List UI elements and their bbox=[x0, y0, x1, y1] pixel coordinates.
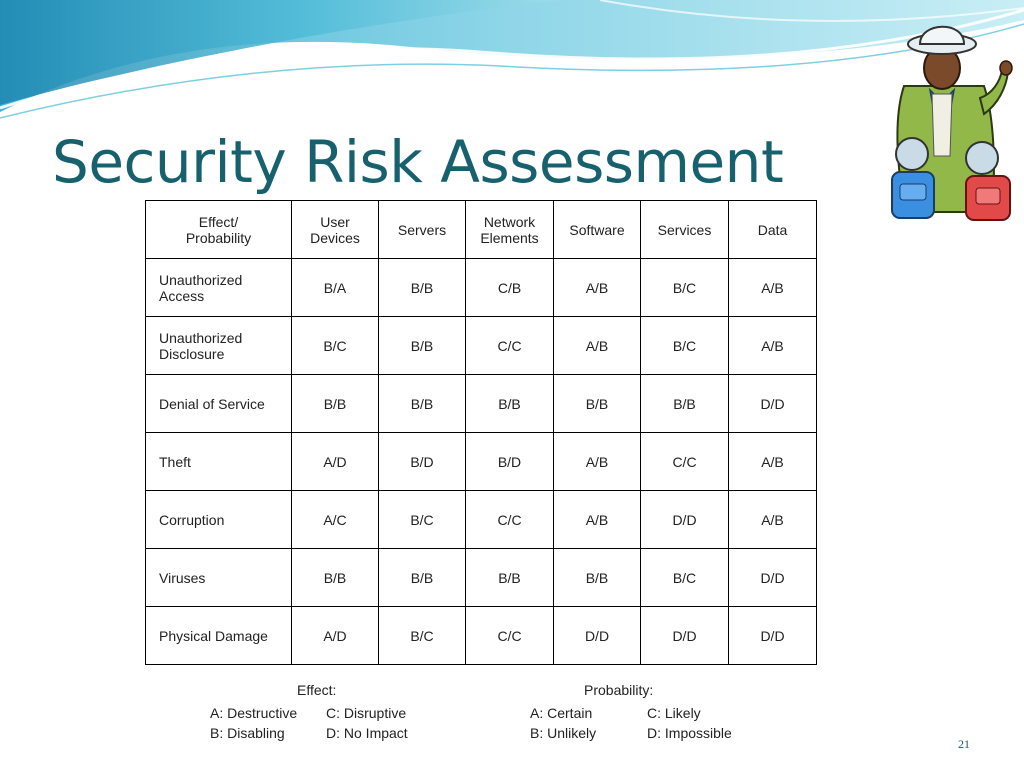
row-label: Denial of Service bbox=[146, 375, 292, 433]
header-cell-user-devices: User Devices bbox=[292, 201, 379, 259]
table-cell: A/D bbox=[292, 433, 379, 491]
table-cell: D/D bbox=[641, 607, 729, 665]
header-cell-network-elements: Network Elements bbox=[466, 201, 554, 259]
row-label: Unauthorized Access bbox=[146, 259, 292, 317]
header-cell-software: Software bbox=[554, 201, 641, 259]
table-cell: A/B bbox=[554, 259, 641, 317]
table-cell: B/B bbox=[554, 549, 641, 607]
table-cell: C/C bbox=[641, 433, 729, 491]
table-row bbox=[146, 433, 817, 491]
table-cell: B/D bbox=[379, 433, 466, 491]
table-cell: B/B bbox=[379, 317, 466, 375]
table-cell: B/B bbox=[379, 375, 466, 433]
table-row bbox=[146, 317, 817, 375]
table-header-row bbox=[146, 201, 817, 259]
table-cell: B/B bbox=[292, 375, 379, 433]
row-label: Unauthorized Disclosure bbox=[146, 317, 292, 375]
legend bbox=[145, 678, 820, 744]
table-cell: D/D bbox=[729, 375, 817, 433]
table-cell: D/D bbox=[729, 549, 817, 607]
table-cell: C/C bbox=[466, 607, 554, 665]
table-cell: A/B bbox=[729, 259, 817, 317]
header-wave-decoration bbox=[0, 0, 1024, 130]
table-row bbox=[146, 491, 817, 549]
header-cell-effect-probability: Effect/ Probability bbox=[146, 201, 292, 259]
probability-legend-item: C: Likely bbox=[647, 705, 701, 721]
risk-assessment-panel bbox=[145, 200, 820, 744]
table-cell: A/B bbox=[554, 433, 641, 491]
table-cell: B/C bbox=[641, 259, 729, 317]
table-cell: D/D bbox=[729, 607, 817, 665]
table-row bbox=[146, 607, 817, 665]
row-label: Corruption bbox=[146, 491, 292, 549]
table-cell: B/C bbox=[292, 317, 379, 375]
row-label: Physical Damage bbox=[146, 607, 292, 665]
table-cell: B/B bbox=[466, 549, 554, 607]
table-cell: B/C bbox=[641, 549, 729, 607]
page-number: 21 bbox=[958, 737, 970, 751]
table-cell: B/C bbox=[641, 317, 729, 375]
table-cell: B/B bbox=[641, 375, 729, 433]
header-cell-servers: Servers bbox=[379, 201, 466, 259]
effect-legend-item: D: No Impact bbox=[326, 725, 408, 741]
table-cell: A/B bbox=[729, 491, 817, 549]
table-cell: B/D bbox=[466, 433, 554, 491]
table-cell: B/C bbox=[379, 607, 466, 665]
slide-title: Security Risk Assessment bbox=[52, 128, 784, 196]
risk-assessment-table bbox=[145, 200, 817, 665]
table-cell: A/C bbox=[292, 491, 379, 549]
table-cell: D/D bbox=[554, 607, 641, 665]
table-cell: C/B bbox=[466, 259, 554, 317]
table-cell: B/B bbox=[292, 549, 379, 607]
table-cell: B/B bbox=[379, 549, 466, 607]
table-cell: A/B bbox=[554, 491, 641, 549]
row-label: Theft bbox=[146, 433, 292, 491]
tour-guide-clipart-icon bbox=[884, 16, 1020, 224]
table-cell: A/B bbox=[554, 317, 641, 375]
table-cell: B/B bbox=[379, 259, 466, 317]
table-cell: D/D bbox=[641, 491, 729, 549]
header-cell-data: Data bbox=[729, 201, 817, 259]
effect-legend-item: B: Disabling bbox=[210, 725, 285, 741]
table-cell: A/B bbox=[729, 433, 817, 491]
table-cell: A/B bbox=[729, 317, 817, 375]
row-label: Viruses bbox=[146, 549, 292, 607]
table-cell: C/C bbox=[466, 491, 554, 549]
table-cell: A/D bbox=[292, 607, 379, 665]
table-row bbox=[146, 375, 817, 433]
table-cell: B/B bbox=[466, 375, 554, 433]
table-cell: B/C bbox=[379, 491, 466, 549]
table-cell: C/C bbox=[466, 317, 554, 375]
effect-legend-item: C: Disruptive bbox=[326, 705, 407, 721]
effect-legend-heading: Effect: bbox=[297, 682, 337, 698]
probability-legend-item: D: Impossible bbox=[647, 725, 732, 741]
header-cell-services: Services bbox=[641, 201, 729, 259]
probability-legend-heading: Probability: bbox=[584, 682, 654, 698]
probability-legend-item: B: Unlikely bbox=[530, 725, 597, 741]
probability-legend-item: A: Certain bbox=[530, 705, 593, 721]
table-cell: B/B bbox=[554, 375, 641, 433]
table-row bbox=[146, 259, 817, 317]
effect-legend-item: A: Destructive bbox=[210, 705, 298, 721]
table-row bbox=[146, 549, 817, 607]
table-cell: B/A bbox=[292, 259, 379, 317]
